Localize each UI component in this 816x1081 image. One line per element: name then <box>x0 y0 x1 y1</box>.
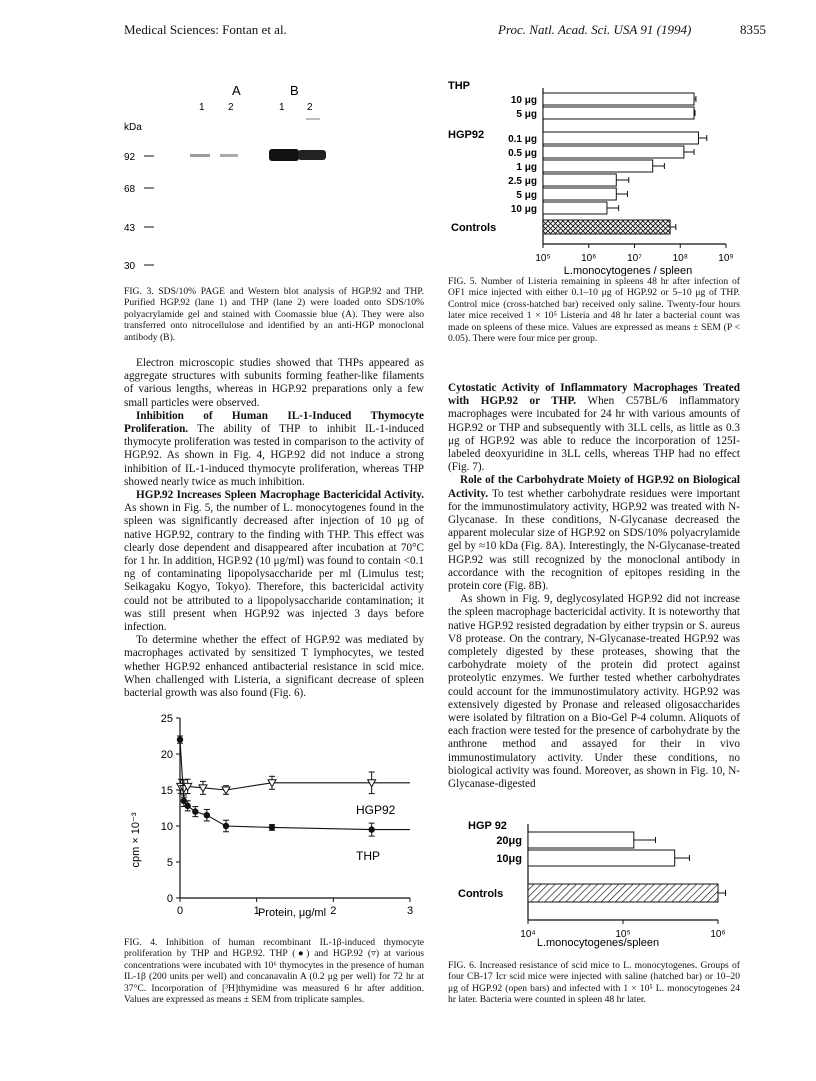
fig6-bar <box>528 850 675 866</box>
fig4-point-thp <box>223 823 229 829</box>
fig3-marker: 43 <box>124 223 136 234</box>
fig6-x-tick-label: 10⁴ <box>520 929 536 940</box>
fig5-bar <box>543 188 616 200</box>
fig6-chart <box>448 800 738 950</box>
fig5-category-label: 0.5 μg <box>508 148 537 159</box>
fig5-caption: FIG. 5. Number of Listeria remaining in spleens 48 hr after infection of OF1 mice injected with either 0.1–10 μg of HGP.92 or 5–10 μg of THP. Control mice (cross-hatched bar) received only saline. Twenty-four hours later mice received 1 × 10⁵ Listeria and 48 hr later a bacterial count was made on spleens of these mice. Values are expressed as means ± SEM (P < 0.05). There were four mice per group. <box>448 276 740 345</box>
fig3-panel-b: B <box>290 83 299 98</box>
fig6-caption: FIG. 6. Increased resistance of scid mice to L. monocytogenes. Groups of four CB-17 Icr scid mice were injected with saline (hatched bar) or 10–20 μg of HGP.92 (open bars) and infected with 1 × 10⁵ L. monocytogenes 24 hr later. Bacteria were counted in spleen 48 hr later. <box>448 960 740 1006</box>
fig6-xlabel: L.monocytogenes/spleen <box>536 937 660 949</box>
fig4-label-hgp92: HGP92 <box>356 803 396 817</box>
fig5-x-tick-label: 10⁵ <box>535 253 551 264</box>
paragraph: To test whether carbohydrate residues were important for the immunostimulatory activity, HGP.92 was treated with N-Glycanase. In these conditions, N-Glycanase decreased the apparent molecular size of HGP.92 on SDS/10% polyacrylamide gel by ≈10 kDa (Fig. 8A). Interestingly, the N-Glycanase-treated HGP.92 was still recognized by the monoclonal antibody in accordance with the recognition of epitopes residing in the protein core (Fig. 8B). <box>448 487 740 593</box>
section-heading: Role of the Carbohydrate Moiety of HGP.92 on Biological Activity. <box>448 474 740 500</box>
fig4-y-tick-label: 25 <box>160 713 173 725</box>
fig4-x-tick-label: 0 <box>176 905 184 917</box>
fig4-xlabel: Protein, μg/ml <box>257 907 327 919</box>
fig4-point-thp <box>192 808 198 814</box>
fig5-x-tick-label: 10⁹ <box>718 253 734 264</box>
fig3-band <box>220 154 238 157</box>
fig6-bar-controls <box>528 884 718 902</box>
fig6-group-controls: Controls <box>458 888 504 900</box>
running-header-journal: Proc. Natl. Acad. Sci. USA 91 (1994) <box>498 22 692 37</box>
fig6-x-tick-label: 10⁶ <box>710 929 726 940</box>
left-column <box>124 357 424 700</box>
fig6-x-tick-label: 10⁵ <box>615 929 631 940</box>
fig3-gel <box>124 66 354 276</box>
fig4-x-tick-label: 2 <box>330 905 337 917</box>
section-heading: Cytostatic Activity of Inflammatory Macrophages Treated with HGP.92 or THP. <box>448 382 740 408</box>
fig6-bar <box>528 832 634 848</box>
paragraph: As shown in Fig. 5, the number of L. monocytogenes found in the spleen was significantly decreased after injection of 10 μg of native HGP.92, contrary to the finding with THP. This effect was clearly dose dependent and disappeared after incubation at 70°C for 1 hr. In addition, HGP.92 (10 μg/ml) was found to contain <0.1 ng of contaminating lipopolysaccharide per ml (Limulus test; Seikagaku Kogyo, Tokyo). Therefore, this bactericidal activity could not be attributed to a lipopolysaccharide contamination; it was still present when HGP.92 was injected 3 days before infection. <box>124 502 424 634</box>
paragraph: Electron microscopic studies showed that THPs appeared as aggregate structures with subunits forming feather-like filaments of various lengths, whereas in HGP.92 preparations only a few small particles were observed. <box>124 357 424 409</box>
fig5-x-tick-label: 10⁶ <box>581 253 597 264</box>
fig4-y-tick-label: 0 <box>166 893 173 905</box>
fig5-bar <box>543 107 694 119</box>
fig4-x-tick-label: 3 <box>406 905 414 917</box>
fig4-y-tick-label: 20 <box>160 749 173 761</box>
page-number: 8355 <box>740 22 766 37</box>
fig4-caption: FIG. 4. Inhibition of human recombinant IL-1β-induced thymocyte proliferation by THP and HGP.92. THP (●) and HGP.92 (▿) at various concentrations were incubated with 10⁶ thymocytes in the presence of human IL-1β (200 units per well) and concanavalin A (0.2 μg per well) for 72 hr at 37°C. Incorporation of [³H]thymidine was measured 6 hr after addition. Values are expressed as means ± SEM from triplicate samples. <box>124 937 424 1006</box>
fig4-point-hgp92 <box>222 787 230 794</box>
paragraph: The ability of THP to inhibit IL-1-induced thymocyte proliferation was tested in comparison to the activity of HGP.92. As shown in Fig. 4, HGP.92 did not induce a strong inhibition of IL-1-induced thymocyte proliferation, whereas THP showed nearly twice as much inhibition. <box>124 423 424 488</box>
running-header-authors: Medical Sciences: Fontan et al. <box>124 22 287 37</box>
fig4-point-thp <box>177 736 183 742</box>
fig6-category-label: 20μg <box>496 835 522 847</box>
fig5-category-label: 1 μg <box>516 162 537 173</box>
fig5-bar <box>543 174 616 186</box>
fig4-label-thp: THP <box>356 849 380 863</box>
fig5-bar <box>543 160 653 172</box>
fig6-group-hgp92: HGP 92 <box>468 820 507 832</box>
fig4-series-line <box>181 783 410 790</box>
section-heading: Inhibition of Human IL-1-Induced Thymocyte Proliferation. <box>124 409 424 436</box>
fig3-lane: 2 <box>228 102 234 113</box>
fig5-group-controls: Controls <box>451 222 497 234</box>
section-heading: HGP.92 Increases Spleen Macrophage Bactericidal Activity. <box>136 489 424 502</box>
fig5-category-label: 5 μg <box>516 109 537 120</box>
fig5-category-label: 5 μg <box>516 190 537 201</box>
fig3-band <box>298 150 326 160</box>
paragraph: As shown in Fig. 9, deglycosylated HGP.92 did not increase the spleen macrophage bactericidal activity. It is noteworthy that native HGP.92 resisted degradation by either trypsin or S. aureus V8 protease. On the contrary, N-Glycanase-treated HGP.92 was completely digested by these proteases, showing that the carbohydrate moiety of the protein did protect against proteolytic enzymes. We further tested whether carbohydrates could account for the immunostimulatory activity. HGP.92 was extensively digested by Pronase and released oligosaccharides were isolated by filtration on a Bio-Gel P-4 column. Aliquots of each fraction were tested for the presence of carbohydrate by the anthrone method and assayed for their in vivo immunostimulatory activity. Under these conditions, no biological activity was found. Moreover, as shown in Fig. 10, N-Glycanase-digested <box>448 593 740 791</box>
fig3-lane: 2 <box>307 102 313 113</box>
fig3-panel-a: A <box>232 83 241 98</box>
fig5-x-tick-label: 10⁸ <box>672 253 688 264</box>
fig5-bar <box>543 93 694 105</box>
fig3-caption: FIG. 3. SDS/10% PAGE and Western blot analysis of HGP.92 and THP. Purified HGP.92 (lane 1) and THP (lane 2) were loaded onto SDS/10% polyacrylamide gel and stained with Coomassie blue (A). They were also transferred onto nitrocellulose and identified by an anti-HGP monoclonal antibody (B). <box>124 286 424 343</box>
fig3-marker: 30 <box>124 261 136 272</box>
fig5-bar <box>543 146 684 158</box>
fig5-group-thp: THP <box>448 80 470 92</box>
fig5-bar <box>543 202 607 214</box>
fig5-bar <box>543 132 698 144</box>
fig4-ylabel: cpm × 10⁻³ <box>130 812 142 868</box>
fig3-lane: 1 <box>199 102 205 113</box>
fig4-point-thp <box>368 826 374 832</box>
fig4-point-thp <box>269 824 275 830</box>
fig4-x-tick-label: 1 <box>253 905 260 917</box>
fig4-y-tick-label: 10 <box>160 821 173 833</box>
fig3-kda-label: kDa <box>124 122 142 133</box>
right-column <box>448 382 740 791</box>
fig5-chart <box>448 66 738 276</box>
fig3-lane: 1 <box>279 102 285 113</box>
fig5-bar-controls <box>543 220 670 234</box>
fig5-category-label: 2.5 μg <box>508 176 537 187</box>
fig5-x-tick-label: 10⁷ <box>627 253 642 264</box>
fig3-band <box>269 149 299 161</box>
fig5-category-label: 10 μg <box>510 204 537 215</box>
fig4-chart <box>124 700 424 938</box>
paragraph: To determine whether the effect of HGP.92 was mediated by macrophages activated by sensitized T lymphocytes, we tested whether HGP.92 enhanced antibacterial resistance in scid mice. When challenged with Listeria, a significant decrease of spleen bacterial growth was also found (Fig. 6). <box>124 634 424 700</box>
fig3-band <box>306 118 320 120</box>
fig3-band <box>190 154 210 157</box>
fig5-group-hgp92: HGP92 <box>448 129 485 141</box>
fig3-marker: 92 <box>124 152 136 163</box>
fig4-y-tick-label: 5 <box>166 857 173 869</box>
fig5-xlabel: L.monocytogenes / spleen <box>563 265 693 276</box>
fig5-category-label: 0.1 μg <box>508 134 537 145</box>
fig5-category-label: 10 μg <box>510 95 537 106</box>
fig4-y-tick-label: 15 <box>160 785 173 797</box>
fig6-category-label: 10μg <box>496 853 522 865</box>
fig4-point-thp <box>184 803 190 809</box>
fig3-marker: 68 <box>124 184 136 195</box>
paragraph: When C57BL/6 inflammatory macrophages were incubated for 24 hr with various amounts of HGP.92 or THP and subsequently with 3LL cells, as little as 0.3 μg of HGP.92 was able to reduce the incorporation of 125I-labeled deoxyuridine in 3LL cells, whereas THP had no effect (Fig. 7). <box>448 395 740 474</box>
fig4-point-thp <box>204 812 210 818</box>
